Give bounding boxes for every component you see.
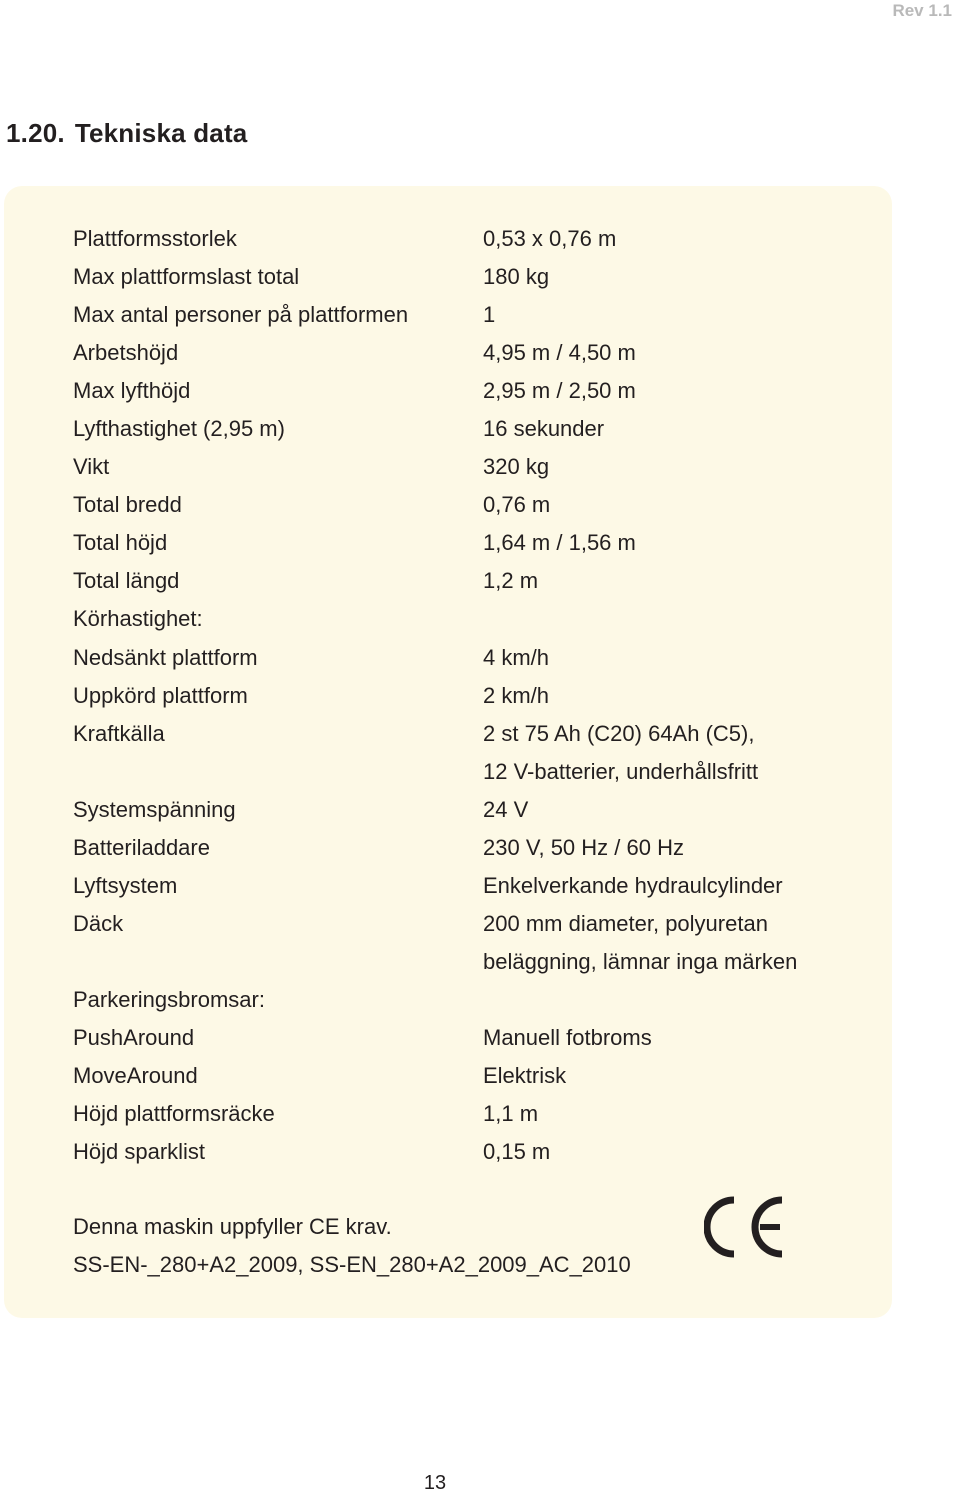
spec-value: 1,1 m: [483, 1101, 539, 1127]
spec-row: [73, 829, 873, 867]
spec-label: Nedsänkt plattform: [73, 644, 258, 670]
spec-label: Max plattformslast total: [73, 264, 300, 290]
spec-label: PushAround: [73, 1024, 195, 1050]
spec-label: Systemspänning: [73, 796, 236, 822]
spec-row: [73, 1133, 873, 1171]
spec-row: [73, 791, 873, 829]
spec-value: 1,64 m / 1,56 m: [483, 530, 636, 556]
spec-value: 2 km/h: [483, 682, 550, 708]
spec-row: [73, 372, 873, 410]
spec-row: [73, 410, 873, 448]
spec-label: Lyfthastighet (2,95 m): [73, 416, 285, 442]
standards-reference: SS-EN-_280+A2_2009, SS-EN_280+A2_2009_AC_2010: [73, 1252, 631, 1277]
spec-label: Total höjd: [73, 530, 168, 556]
spec-row: [73, 867, 873, 905]
section-heading: [6, 118, 247, 149]
spec-value: 0,76 m: [483, 492, 551, 518]
spec-row: [73, 258, 873, 296]
section-number: 1.20.: [6, 118, 65, 148]
spec-label: Total bredd: [73, 492, 182, 518]
spec-value: 1: [483, 302, 496, 328]
page-number: 13: [423, 1472, 447, 1494]
spec-row: [73, 448, 873, 486]
spec-row: [73, 334, 873, 372]
spec-table: [73, 220, 873, 1171]
spec-row: [73, 639, 873, 677]
spec-value: Enkelverkande hydraulcylinder: [483, 872, 783, 898]
spec-value: 2,95 m / 2,50 m: [483, 378, 636, 404]
spec-label: Max lyfthöjd: [73, 378, 191, 404]
spec-row: [73, 1057, 873, 1095]
spec-row: [73, 562, 873, 600]
spec-value: 180 kg: [483, 264, 550, 290]
spec-value: 1,2 m: [483, 568, 539, 594]
spec-label: Höjd plattformsräcke: [73, 1101, 275, 1127]
footer-notes: [73, 1208, 631, 1284]
spec-value: 12 V-batterier, underhållsfritt: [483, 758, 759, 784]
spec-value: 0,15 m: [483, 1139, 551, 1165]
spec-value: 24 V: [483, 796, 529, 822]
spec-label: Plattformsstorlek: [73, 226, 237, 251]
spec-value: 200 mm diameter, polyuretan: [483, 910, 768, 936]
spec-row: [73, 943, 873, 981]
spec-label: Lyftsystem: [73, 872, 178, 898]
ce-mark-icon: [704, 1196, 788, 1258]
spec-row: [73, 1019, 873, 1057]
spec-value: 320 kg: [483, 454, 550, 480]
spec-row: [73, 677, 873, 715]
spec-label: Parkeringsbromsar:: [73, 986, 265, 1012]
spec-row: [73, 981, 873, 1019]
spec-label: Kraftkälla: [73, 720, 165, 746]
section-title: Tekniska data: [74, 118, 248, 148]
spec-label: Total längd: [73, 568, 180, 594]
spec-label: Uppkörd plattform: [73, 682, 248, 708]
ce-statement: Denna maskin uppfyller CE krav.: [73, 1214, 392, 1239]
spec-value: 4,95 m / 4,50 m: [483, 340, 636, 366]
spec-value: 4 km/h: [483, 644, 550, 670]
spec-row: [73, 486, 873, 524]
revision-label: Rev 1.1: [892, 1, 952, 20]
spec-row: [73, 524, 873, 562]
spec-label: Höjd sparklist: [73, 1139, 206, 1165]
spec-value: 2 st 75 Ah (C20) 64Ah (C5),: [483, 720, 755, 746]
spec-row: [73, 296, 873, 334]
spec-row: [73, 1095, 873, 1133]
spec-value: beläggning, lämnar inga märken: [483, 948, 798, 974]
spec-label: Arbetshöjd: [73, 340, 179, 366]
spec-label: Max antal personer på plattformen: [73, 302, 409, 328]
spec-label: Batteriladdare: [73, 834, 210, 860]
spec-label: MoveAround: [73, 1063, 198, 1089]
spec-row: [73, 220, 873, 258]
spec-value: 0,53 x 0,76 m: [483, 226, 617, 251]
spec-value: 230 V, 50 Hz / 60 Hz: [483, 834, 684, 860]
spec-value: Elektrisk: [483, 1063, 567, 1089]
spec-row: [73, 600, 873, 638]
spec-row: [73, 753, 873, 791]
spec-row: [73, 905, 873, 943]
spec-label: Däck: [73, 910, 124, 936]
spec-value: Manuell fotbroms: [483, 1024, 652, 1050]
spec-label: Vikt: [73, 454, 110, 480]
spec-label: Körhastighet:: [73, 606, 203, 632]
spec-row: [73, 715, 873, 753]
spec-value: 16 sekunder: [483, 416, 605, 442]
